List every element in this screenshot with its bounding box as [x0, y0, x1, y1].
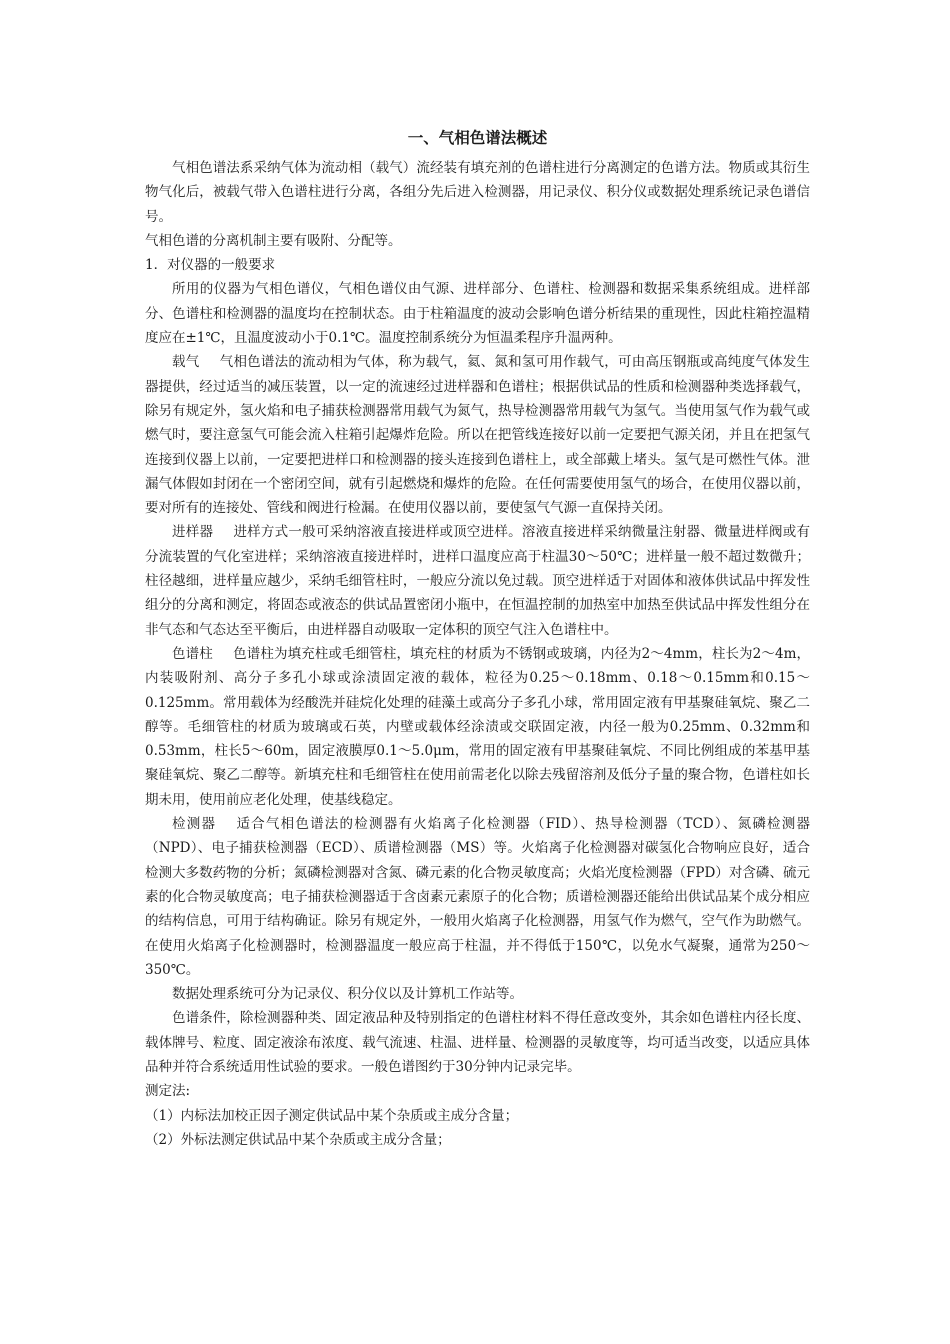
paragraph-detector [145, 812, 810, 982]
term-carrier-gas: 载气 [172, 354, 200, 371]
text-injector: 进样方式一般可采纳溶液直接进样或顶空进样。溶液直接进样采纳微量注射器、微量进样阀或有分流装置的气化室进样；采纳溶液直接进样时，进样口温度应高于柱温30～50℃；进样量一般不超过数微升；柱径越细，进样量应越少，采纳毛细管柱时，一般应分流以免过载。顶空进样适于对固体和液体供试品中挥发性组分的分离和测定，将固态或液态的供试品置密闭小瓶中，在恒温控制的加热室中加热至供试品中挥发性组分在非气态和气态达至平衡后，由进样器自动吸取一定体积的顶空气注入色谱柱中。 [145, 524, 811, 638]
text-carrier-gas: 气相色谱法的流动相为气体，称为载气，氦、氮和氢可用作载气，可由高压钢瓶或高纯度气体发生器提供，经过适当的减压装置，以一定的流速经过进样器和色谱柱；根据供试品的性质和检测器种类选择载气，除另有规定外，氢火焰和电子捕获检测器常用载气为氮气，热导检测器常用载气为氢气。当使用氢气作为载气或燃气时，要注意氢气可能会流入柱箱引起爆炸危险。所以在把管线连接好以前一定要把气源关闭，并且在把氢气连接到仪器上以前，一定要把进样口和检测器的接头连接到色谱柱上，或全部戴上堵头。氢气是可燃性气体。泄漏气体假如封闭在一个密闭空间，就有引起燃烧和爆炸的危险。在任何需要使用氢气的场合，在使用仪器以前，要对所有的连接处、管线和阀进行检漏。在使用仪器以前，要使氢气气源一直保持关闭。 [145, 354, 811, 517]
paragraph-carrier-gas [145, 350, 810, 520]
term-injector: 进样器 [172, 524, 214, 541]
paragraph-intro: 气相色谱法系采纳气体为流动相（载气）流经装有填充剂的色谱柱进行分离测定的色谱方法。物质或其衍生物气化后，被载气带入色谱柱进行分离，各组分先后进入检测器，用记录仪、积分仪或数据处理系统记录色谱信号。 [145, 160, 810, 225]
paragraph-separation: 气相色谱的分离机制主要有吸附、分配等。 [145, 232, 402, 249]
section-heading-instrument: 1．对仪器的一般要求 [145, 257, 276, 274]
list-item-internal-standard: （1）内标法加校正因子测定供试品中某个杂质或主成分含量； [145, 1107, 519, 1124]
paragraph-instrument: 所用的仪器为气相色谱仪，气相色谱仪由气源、进样部分、色谱柱、检测器和数据采集系统组成。进样部分、色谱柱和检测器的温度均在控制状态。由于柱箱温度的波动会影响色谱分析结果的重现性，因此柱箱控温精度应在±1℃，且温度波动小于0.1℃。温度控制系统分为恒温柔程序升温两种。 [145, 281, 810, 347]
text-column: 色谱柱为填充柱或毛细管柱，填充柱的材质为不锈钢或玻璃，内径为2～4mm，柱长为2～4m，内装吸附剂、高分子多孔小球或涂渍固定液的载体，粒径为0.25～0.18mm、0.18～0.15mm和0.15～0.125mm。常用载体为经酸洗并硅烷化处理的硅藻土或高分子多孔小球，常用固定液有甲基聚硅氧烷、聚乙二醇等。毛细管柱的材质为玻璃或石英，内壁或载体经涂渍或交联固定液，内径一般为0.25mm、0.32mm和0.53mm，柱长5～60m，固定液膜厚0.1～5.0μm，常用的固定液有甲基聚硅氧烷、不同比例组成的苯基甲基聚硅氧烷、聚乙二醇等。新填充柱和毛细管柱在使用前需老化以除去残留溶剂及低分子量的聚合物，色谱柱如长期未用，使用前应老化处理，使基线稳定。 [145, 645, 811, 808]
paragraph-method-heading: 测定法: [145, 1083, 191, 1100]
paragraph-injector [145, 520, 810, 641]
paragraph-conditions: 色谱条件，除检测器种类、固定液品种及特别指定的色谱柱材料不得任意改变外，其余如色谱柱内径长度、载体牌号、粒度、固定液涂布浓度、载气流速、柱温、进样量、检测器的灵敏度等，均可适当改变，以适应具体品种并符合系统适用性试验的要求。一般色谱图约于30分钟内记录完毕。 [145, 1010, 810, 1075]
term-column: 色谱柱 [172, 645, 213, 662]
document-page [145, 118, 810, 1152]
text-detector: 适合气相色谱法的检测器有火焰离子化检测器（FID）、热导检测器（TCD）、氮磷检测器（NPD）、电子捕获检测器（ECD）、质谱检测器（MS）等。火焰离子化检测器对碳氢化合物响应良好，适合检测大多数药物的分析；氮磷检测器对含氮、磷元素的化合物灵敏度高；火焰光度检测器（FPD）对含磷、硫元素的化合物灵敏度高；电子捕获检测器适于含卤素元素原子的化合物；质谱检测器还能给出供试品某个成分相应的结构信息，可用于结构确证。除另有规定外，一般用火焰离子化检测器，用氢气作为燃气，空气作为助燃气。在使用火焰离子化检测器时，检测器温度一般应高于柱温，并不得低于150℃，以免水气凝聚，通常为250～350℃。 [145, 816, 811, 978]
paragraph-column [145, 642, 810, 812]
paragraph-data-system: 数据处理系统可分为记录仪、积分仪以及计算机工作站等。 [172, 986, 523, 1003]
page-title: 一、气相色谱法概述 [407, 129, 548, 147]
term-detector: 检测器 [172, 816, 217, 833]
list-item-external-standard: （2）外标法测定供试品中某个杂质或主成分含量； [145, 1131, 451, 1148]
